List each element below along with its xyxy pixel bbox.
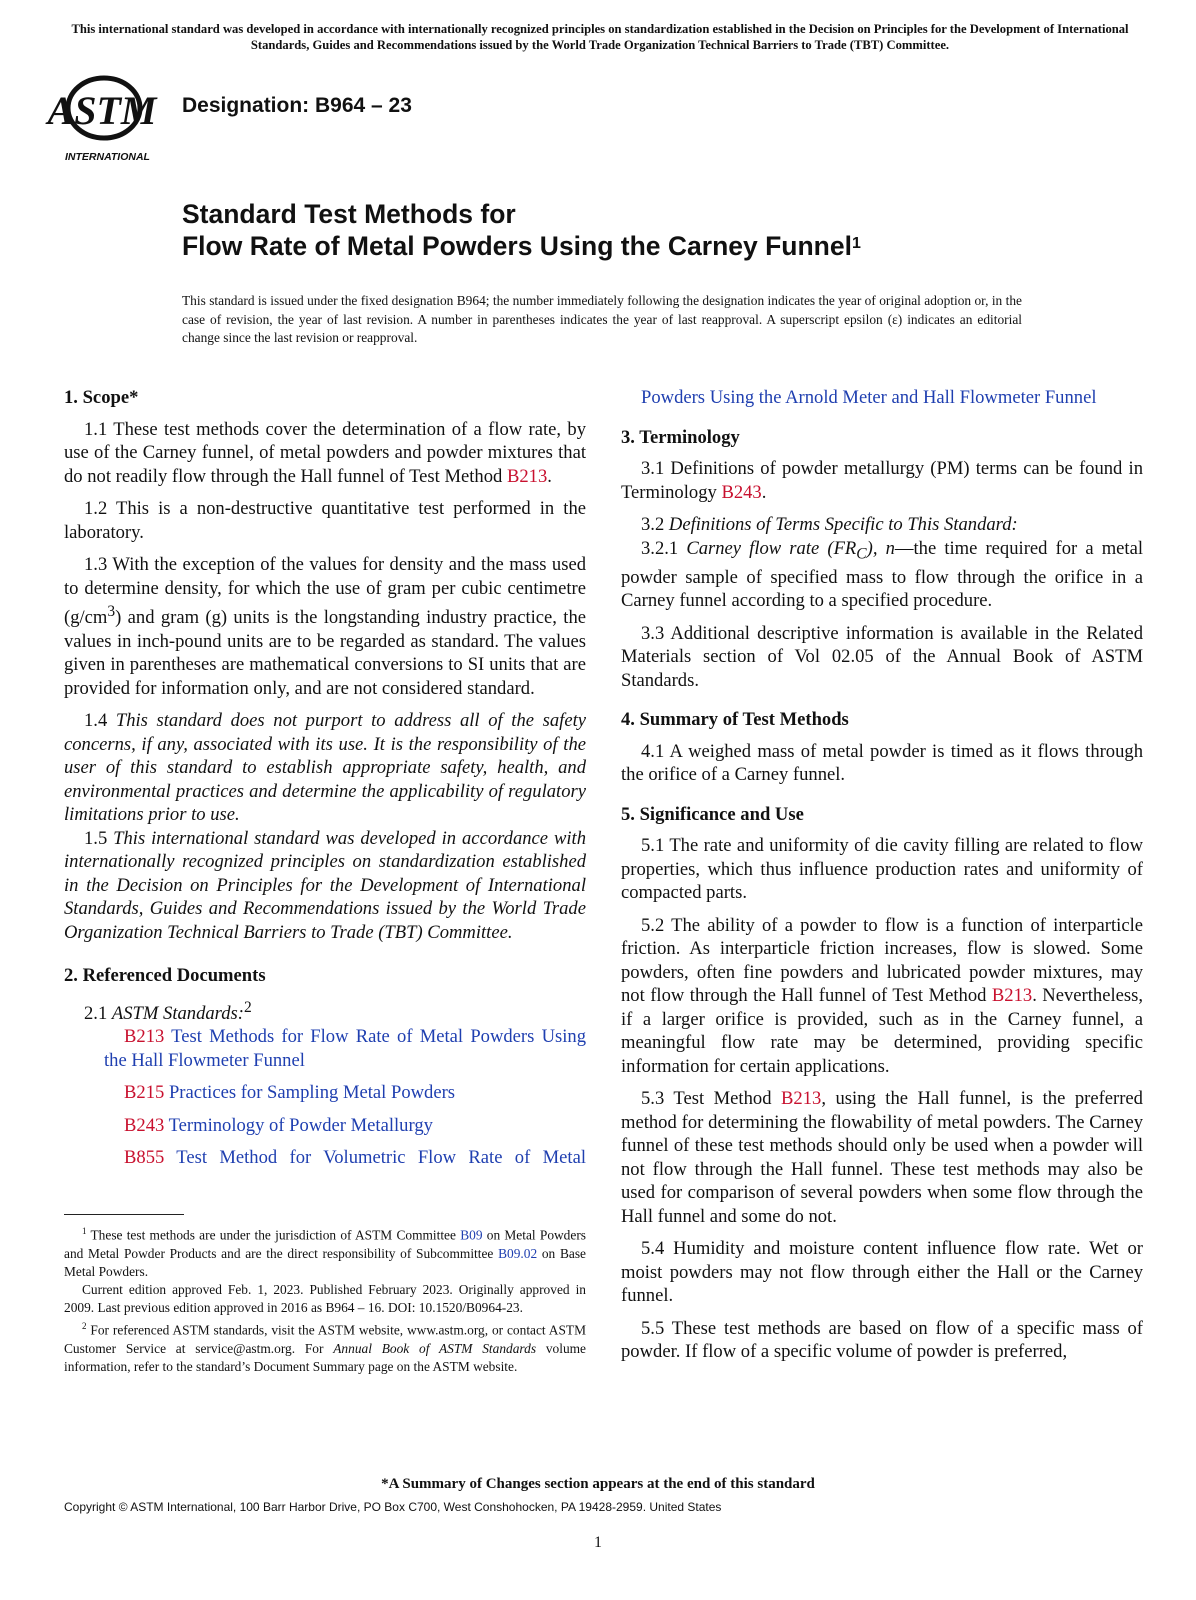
paragraph-1-4: 1.4 This standard does not purport to address all of the safety concerns, if any, associated with its use. It is the responsibility of the user of this standard to establish appropriate safety, health, and environmental practices and determine the applicability of regulatory limitations prior to use. bbox=[64, 710, 587, 826]
paragraph-5-3: 5.3 Test Method B213, using the Hall funnel, is the preferred method for determining the flowability of metal powders. The Carney funnel of these test methods should only be used when a powder will not flow through the Hall funnel. These test methods may also be used for comparison of several powders when some flow through the Hall funnel and some do not. bbox=[621, 1088, 1143, 1227]
logo-subtext: INTERNATIONAL bbox=[65, 151, 150, 163]
paragraph-3-2: 3.2 Definitions of Terms Specific to This Standard: bbox=[641, 514, 1018, 535]
section-heading: 5. Significance and Use bbox=[621, 803, 804, 825]
reference-continuation bbox=[621, 386, 1143, 410]
ref-link-b243[interactable]: B243 bbox=[721, 481, 762, 503]
ref-link-b213[interactable]: B213 bbox=[781, 1088, 822, 1110]
issuance-statement: This standard is issued under the fixed designation B964; the number immediately following the designation indicates the year of original adoption or, in the case of revision, the year of last revision. A number in parentheses indicates the year of last reapproval. A superscript epsilon (ε) indicates an editorial change since the last revision or reapproval. bbox=[182, 293, 1022, 345]
section-heading: 4. Summary of Test Methods bbox=[621, 709, 849, 731]
footnote-2: $^2$ For referenced ASTM standards, visit the ASTM website, www.astm.org, or contact ASTM Customer Service at service@astm.org. For Annual Book of ASTM Standards volume information, refer to the standard’s Document Summary page on the ASTM website. bbox=[64, 1321, 586, 1375]
section-heading: 2. Referenced Documents bbox=[64, 965, 266, 987]
footnote-1: $^1$ These test methods are under the jurisdiction of ASTM Committee B09 on Metal Powders and Metal Powder Products and are the direct responsibility of Subcommittee B09.02 on Base Metal Powders. bbox=[64, 1226, 586, 1279]
summary-of-changes-note: *A Summary of Changes section appears at the end of this standard bbox=[381, 1476, 815, 1492]
committee-link[interactable]: B09 bbox=[460, 1227, 483, 1243]
ref-link-b213[interactable]: B213 bbox=[991, 985, 1033, 1007]
right-column bbox=[621, 386, 1143, 1380]
paragraph-1-1: 1.1 These test methods cover the determination of a flow rate, by use of the Carney funnel, of metal powders and powder mixtures that do not readily flow through the Hall funnel of Test Method B213. bbox=[64, 418, 586, 487]
section-scope bbox=[64, 386, 586, 944]
title-line-1: Standard Test Methods for bbox=[182, 199, 516, 229]
title-footnote-mark: 1 bbox=[851, 235, 861, 252]
paragraph-1-2: 1.2 This is a non-destructive quantitative test performed in the laboratory. bbox=[64, 498, 586, 543]
section-heading: 3. Terminology bbox=[621, 426, 740, 448]
footnote-divider bbox=[64, 1214, 184, 1215]
section-significance bbox=[621, 803, 1143, 1364]
section-referenced-documents bbox=[64, 964, 586, 1170]
ref-link-b213[interactable]: B213 bbox=[506, 465, 548, 487]
paragraph-5-2: 5.2 The ability of a powder to flow is a function of interparticle friction. As interparticle friction increases, flow is slowed. Some powders, often fine powders and lubricated powder mixtures, may not flow through the Hall funnel of Test Method B213. Nevertheless, if a larger orifice is provided, such as in the Carney funnel, a meaningful flow rate may be determined, providing specific information for certain applications. bbox=[621, 914, 1143, 1077]
title-line-2: Flow Rate of Metal Powders Using the Carney Funnel$^1$ bbox=[182, 231, 861, 261]
top-notice: This international standard was developed in accordance with internationally recognized principles on standardization established in the Decision on Principles for the Development of International Standards, Guides and Recommendations issued by the World Trade Organization Technical Barriers to Trade (TBT) Committee. bbox=[71, 22, 1129, 52]
copyright: Copyright © ASTM International, 100 Barr Harbor Drive, PO Box C700, West Conshohocken, PA 19428-2959. United States bbox=[64, 1500, 722, 1514]
paragraph-3-2-1: 3.2.1 Carney flow rate $(FR_C)$, n—the time required for a metal powder sample of specified mass to flow through the orifice in a Carney funnel according to a specified procedure. bbox=[621, 537, 1144, 612]
designation: Designation: B964 – 23 bbox=[182, 94, 412, 117]
footnote-1-edition: Current edition approved Feb. 1, 2023. Published February 2023. Originally approved in 2009. Last previous edition approved in 2016 as B964 – 16. DOI: 10.1520/B0964-23. bbox=[64, 1282, 586, 1316]
paragraph-2-1: 2.1 ASTM Standards:$^2$ bbox=[84, 998, 252, 1024]
paragraph-5-4: 5.4 Humidity and moisture content influence flow rate. Wet or moist powders may not flow through either the Hall or the Carney funnel. bbox=[621, 1238, 1143, 1307]
paragraph-1-5: 1.5 This international standard was developed in accordance with internationally recognized principles on standardization established in the Decision on Principles for the Development of International Standards, Guides and Recommendations issued by the World Trade Organization Technical Barriers to Trade (TBT) Committee. bbox=[64, 827, 587, 943]
section-summary bbox=[621, 708, 1143, 787]
paragraph-5-1: 5.1 The rate and uniformity of die cavity filling are related to flow properties, which thus influence production rates and uniformity of compacted parts. bbox=[621, 835, 1143, 904]
paragraph-3-1: 3.1 Definitions of powder metallurgy (PM) terms can be found in Terminology B243. bbox=[621, 458, 1143, 503]
reference-item[interactable]: B855 Test Method for Volumetric Flow Rate of Metal bbox=[124, 1147, 586, 1169]
footnotes bbox=[64, 1222, 586, 1377]
paragraph-3-3: 3.3 Additional descriptive information is available in the Related Materials section of Vol 02.05 of the Annual Book of ASTM Standards. bbox=[621, 622, 1143, 691]
astm-logo bbox=[47, 70, 172, 166]
section-heading: 1. Scope* bbox=[64, 387, 139, 408]
reference-item-continued[interactable]: Powders Using the Arnold Meter and Hall Flowmeter Funnel bbox=[641, 387, 1097, 408]
left-column bbox=[64, 386, 586, 1186]
document-title bbox=[182, 198, 861, 262]
paragraph-5-5: 5.5 These test methods are based on flow of a specific mass of powder. If flow of a specific volume of powder is preferred, bbox=[621, 1317, 1143, 1363]
section-terminology bbox=[621, 426, 1143, 693]
subcommittee-link[interactable]: B09.02 bbox=[498, 1245, 538, 1261]
reference-item[interactable]: B213 Test Methods for Flow Rate of Metal Powders Using the Hall Flowmeter Funnel bbox=[104, 1026, 586, 1071]
reference-item[interactable]: B243 Terminology of Powder Metallurgy bbox=[124, 1114, 433, 1136]
astm-logo-icon bbox=[47, 70, 172, 166]
reference-item[interactable]: B215 Practices for Sampling Metal Powders bbox=[124, 1082, 456, 1104]
page-number: 1 bbox=[594, 1534, 602, 1551]
logo-letters: ASTM bbox=[47, 88, 157, 133]
paragraph-1-3: 1.3 With the exception of the values for density and the mass used to determine density, for which the use of gram per cubic centimetre $(g/cm^3)$ and gram (g) units is the longstanding industry practice, the values in inch-pound units are to be regarded as standard. The values given in parentheses are mathematical conversions to SI units that are provided for information only, and are not considered standard. bbox=[64, 554, 586, 699]
paragraph-4-1: 4.1 A weighed mass of metal powder is timed as it flows through the orifice of a Carney funnel. bbox=[621, 740, 1143, 786]
